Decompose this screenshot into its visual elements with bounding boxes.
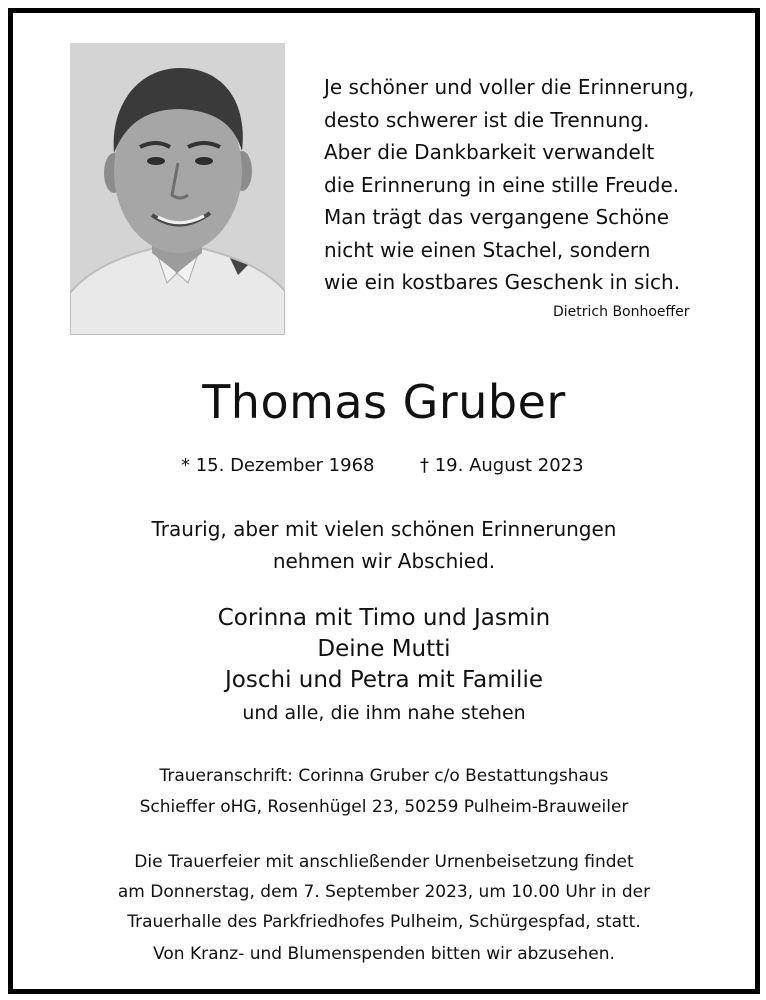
service-line: Die Trauerfeier mit anschließender Urnenbeisetzung findet [134, 852, 634, 872]
mourning-text [13, 513, 755, 577]
portrait-photo [70, 43, 285, 335]
quote-line: Man trägt das vergangene Schöne [324, 205, 670, 229]
family-closing: und alle, die ihm nahe stehen [242, 702, 526, 724]
death-date: † 19. August 2023 [420, 455, 584, 476]
family-line: Corinna mit Timo und Jasmin [217, 605, 551, 631]
mourning-address [13, 761, 755, 823]
deceased-name: Thomas Gruber [202, 375, 566, 429]
family-line: Deine Mutti [317, 636, 451, 662]
quote-line: desto schwerer ist die Trennung. [324, 107, 650, 132]
mourning-line: nehmen wir Abschied. [272, 549, 496, 573]
quote-author: Dietrich Bonhoeffer [553, 304, 690, 320]
address-line: Schieffer oHG, Rosenhügel 23, 50259 Pulheim-Brauweiler [139, 797, 629, 817]
mourning-line: Traurig, aber mit vielen schönen Erinnerungen [151, 517, 617, 541]
birth-date: * 15. Dezember 1968 [181, 455, 375, 476]
service-line: am Donnerstag, dem 7. September 2023, um 10.00 Uhr in der [117, 882, 651, 902]
quote-line: die Erinnerung in eine stille Freude. [324, 172, 680, 197]
obituary-notice [8, 8, 760, 994]
address-line: Traueranschrift: Corinna Gruber c/o Bestattungshaus [159, 766, 609, 786]
portrait-illustration [70, 43, 285, 335]
quote-line: wie ein kostbares Geschenk in sich. [324, 270, 681, 294]
service-line: Trauerhalle des Parkfriedhofes Pulheim, Schürgespfad, statt. [127, 912, 641, 932]
service-line: Von Kranz- und Blumenspenden bitten wir abzusehen. [153, 944, 615, 964]
quote [324, 71, 744, 299]
family-line: Joschi und Petra mit Familie [225, 667, 543, 693]
quote-line: Aber die Dankbarkeit verwandelt [324, 140, 655, 164]
service-info [13, 847, 755, 969]
family-list [13, 603, 755, 730]
quote-line: Je schöner und voller die Erinnerung, [324, 75, 695, 99]
quote-line: nicht wie einen Stachel, sondern [324, 237, 651, 262]
